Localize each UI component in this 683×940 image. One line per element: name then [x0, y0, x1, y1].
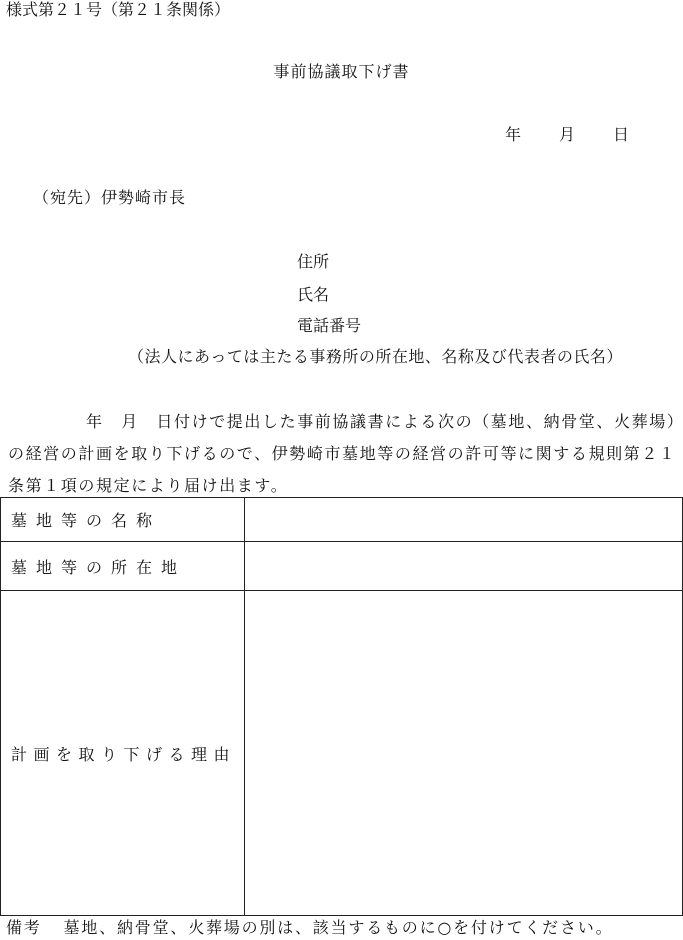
addressee: （宛先）伊勢崎市長 [33, 188, 187, 207]
withdrawal-reason-label: 計画を取り下げる理由 [1, 591, 245, 916]
date-month-label: 月 [559, 125, 576, 144]
applicant-phone-label: 電話番号 [297, 316, 362, 335]
table-row [1, 542, 683, 591]
table-row [1, 498, 683, 542]
date-line [505, 125, 629, 145]
cemetery-location-label: 墓地等の所在地 [1, 542, 245, 591]
applicant-name-label: 氏名 [297, 285, 330, 304]
document-title: 事前協議取下げ書 [273, 62, 410, 81]
applicant-address-label: 住所 [297, 252, 330, 271]
date-year-label: 年 [505, 125, 522, 144]
remarks-label: 備考 [6, 918, 42, 937]
corporate-note: （法人にあっては主たる事務所の所在地、名称及び代表者の氏名） [128, 347, 623, 366]
table-row [1, 591, 683, 916]
withdrawal-reason-field[interactable] [245, 591, 683, 916]
remarks-text: 墓地、納骨堂、火葬場の別は、該当するものに○を付けてください。 [63, 918, 614, 937]
body-text: 年 月 日付けで提出した事前協議書による次の（墓地、納骨堂、火葬場）の経営の計画を取り下げるので、伊勢崎市墓地等の経営の許可等に関する規則第２１条第１項の規定により届け出ます。 [8, 412, 677, 495]
date-day-label: 日 [613, 125, 630, 144]
form-number: 様式第２１号（第２１条関係） [6, 0, 231, 19]
cemetery-name-label: 墓地等の名称 [1, 498, 245, 542]
form-table [0, 497, 683, 916]
cemetery-name-field[interactable] [245, 498, 683, 542]
remarks [6, 918, 613, 938]
cemetery-location-field[interactable] [245, 542, 683, 591]
